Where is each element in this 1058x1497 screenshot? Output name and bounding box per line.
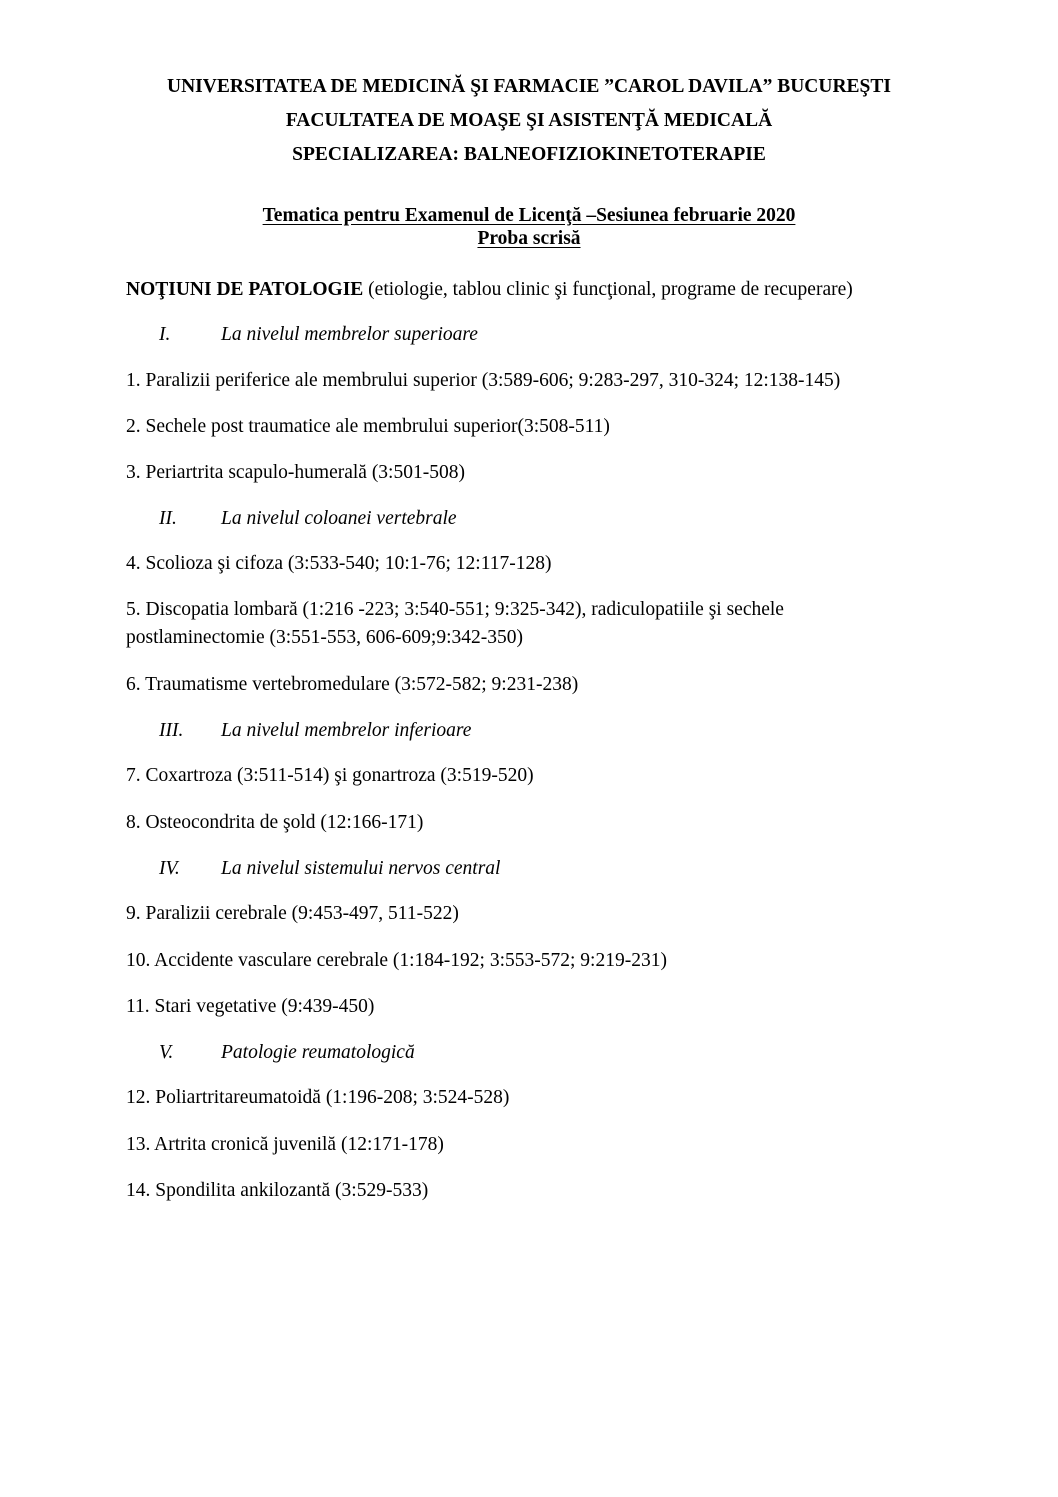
- intro-rest: (etiologie, tablou clinic şi funcţional, programe de recuperare): [363, 279, 853, 300]
- exam-title-text: Tematica pentru Examenul de Licenţă –Sesiunea februarie 2020: [262, 205, 796, 226]
- faculty-heading: FACULTATEA DE MOAŞE ŞI ASISTENŢĂ MEDICALĂ: [285, 110, 773, 131]
- section-heading: [159, 508, 457, 530]
- topic-item: 9. Paralizii cerebrale (9:453-497, 511-522): [126, 903, 459, 924]
- section-numeral: V.: [159, 1042, 174, 1063]
- topic-item-continuation: postlaminectomie (3:551-553, 606-609;9:342-350): [126, 627, 523, 648]
- section-title: La nivelul sistemului nervos central: [221, 858, 501, 879]
- section-heading: [159, 720, 471, 742]
- exam-subtitle-text: Proba scrisă: [477, 228, 581, 249]
- section-title: La nivelul membrelor inferioare: [221, 720, 472, 741]
- specialization-heading: SPECIALIZAREA: BALNEOFIZIOKINETOTERAPIE: [292, 144, 766, 165]
- intro-line: [126, 279, 853, 301]
- section-heading: [159, 324, 478, 346]
- topic-item: 13. Artrita cronică juvenilă (12:171-178): [126, 1134, 444, 1155]
- topic-item: 11. Stari vegetative (9:439-450): [126, 996, 375, 1017]
- topic-item: 8. Osteocondrita de şold (12:166-171): [126, 812, 424, 833]
- topic-item: 10. Accidente vasculare cerebrale (1:184-192; 3:553-572; 9:219-231): [126, 950, 667, 971]
- section-heading: [159, 858, 500, 880]
- exam-title: [0, 205, 1058, 227]
- section-heading: [159, 1042, 415, 1064]
- topic-item: 14. Spondilita ankilozantă (3:529-533): [126, 1180, 429, 1201]
- topic-item: 6. Traumatisme vertebromedulare (3:572-582; 9:231-238): [126, 674, 579, 695]
- section-numeral: IV.: [159, 858, 180, 879]
- section-numeral: III.: [159, 720, 184, 741]
- section-title: La nivelul coloanei vertebrale: [221, 508, 457, 529]
- section-title: La nivelul membrelor superioare: [221, 324, 478, 345]
- topic-item: 4. Scolioza şi cifoza (3:533-540; 10:1-76; 12:117-128): [126, 553, 552, 574]
- topic-item: 3. Periartrita scapulo-humerală (3:501-508): [126, 462, 465, 483]
- topic-item: 12. Poliartritareumatoidă (1:196-208; 3:524-528): [126, 1087, 510, 1108]
- topic-item: 1. Paralizii periferice ale membrului superior (3:589-606; 9:283-297, 310-324; 12:138-145): [126, 370, 841, 391]
- section-numeral: II.: [159, 508, 177, 529]
- topic-item: 7. Coxartroza (3:511-514) şi gonartroza (3:519-520): [126, 765, 534, 786]
- exam-subtitle: [0, 228, 1058, 250]
- topic-item: 5. Discopatia lombară (1:216 -223; 3:540-551; 9:325-342), radiculopatiile şi sechele: [126, 599, 784, 620]
- intro-bold: NOŢIUNI DE PATOLOGIE: [126, 279, 364, 300]
- topic-item: 2. Sechele post traumatice ale membrului superior(3:508-511): [126, 416, 610, 437]
- section-title: Patologie reumatologică: [221, 1042, 415, 1063]
- university-heading: UNIVERSITATEA DE MEDICINĂ ŞI FARMACIE ”CAROL DAVILA” BUCUREŞTI: [167, 76, 891, 97]
- section-numeral: I.: [159, 324, 171, 345]
